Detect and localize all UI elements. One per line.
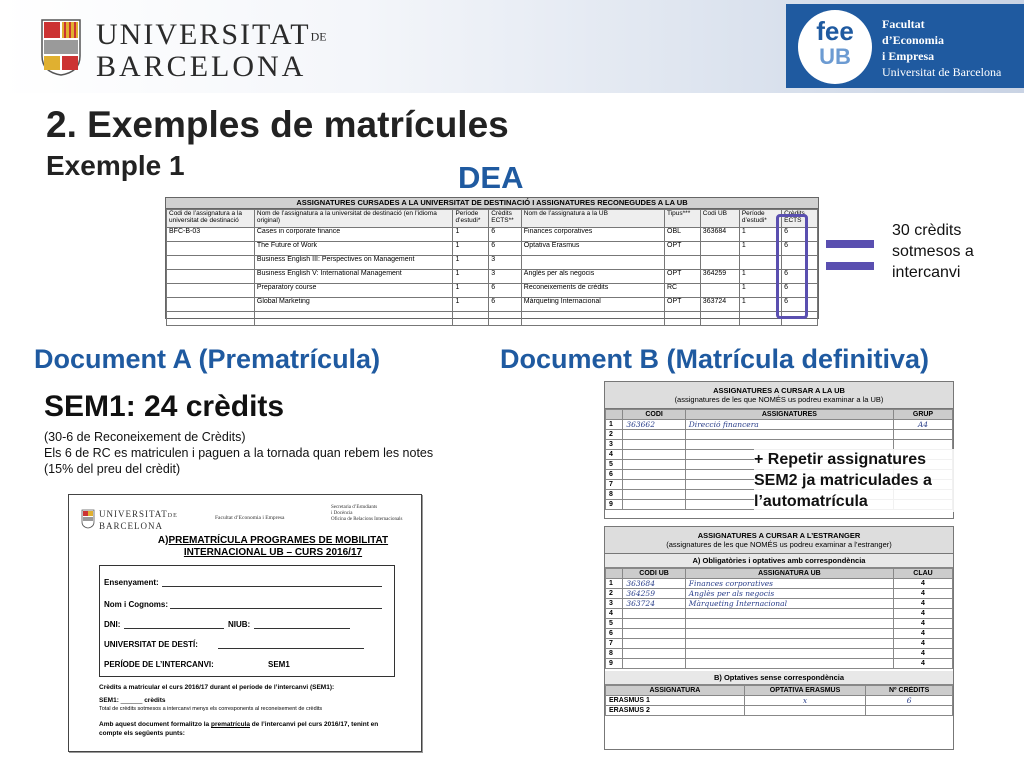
- estranger-table-cell: [685, 619, 893, 629]
- credits-note-line: sotmesos a: [892, 243, 974, 260]
- ub-header-row: [606, 410, 953, 420]
- slide-title: 2. Exemples de matrícules: [46, 104, 509, 145]
- estranger-table-row: [606, 609, 953, 619]
- dea-table-cell: 364259: [700, 270, 739, 284]
- estranger-table-cell: [623, 629, 685, 639]
- ub-header-cell: CODI: [623, 410, 685, 420]
- erasmus-header-cell: OPTATIVA ERASMUS: [744, 686, 865, 696]
- erasmus-table-cell: x: [744, 696, 865, 706]
- dea-table-cell: Reconeixements de crèdits: [521, 284, 664, 298]
- dea-table-cell: Cases in corporate finance: [254, 228, 453, 242]
- dea-table-cell: OPT: [665, 270, 701, 284]
- repetir-note: [754, 449, 984, 512]
- dea-header-cell: Crèdits ECTS**: [489, 210, 522, 228]
- estranger-table-row: [606, 629, 953, 639]
- estranger-table-cell: 8: [606, 649, 623, 659]
- dea-table-row: [167, 228, 818, 242]
- dea-table-cell: 1: [453, 242, 489, 256]
- ub-table-cell: 363662: [623, 420, 685, 430]
- sem1-note: [44, 429, 454, 477]
- faculty-line: Facultat: [882, 17, 925, 31]
- estranger-table-cell: [685, 659, 893, 669]
- estranger-table-cell: [685, 629, 893, 639]
- estranger-table-cell: 9: [606, 659, 623, 669]
- dea-table-cell: Business English III: Perspectives on Management: [254, 256, 453, 270]
- erasmus-table-cell: [866, 706, 953, 716]
- ub-table-row: [606, 440, 953, 450]
- estranger-header-cell: ASSIGNATURA UB: [685, 569, 893, 579]
- ects-column-highlight: [776, 214, 808, 319]
- estranger-header-cell: [606, 569, 623, 579]
- erasmus-table-cell: ERASMUS 2: [606, 706, 745, 716]
- ub-table-cell: A4: [894, 420, 953, 430]
- dea-table-cell: RC: [665, 284, 701, 298]
- dea-table-cell: [521, 256, 664, 270]
- fee-logo-text: fee: [816, 16, 854, 46]
- faculty-line: i Empresa: [882, 49, 935, 63]
- estranger-table-cell: 4: [894, 589, 953, 599]
- sem1-note-line: Els 6 de RC es matriculen i paguen a la tornada quan rebem les notes (15% del preu del crèdit): [44, 446, 434, 476]
- dea-table-cell: Màrqueting Internacional: [521, 298, 664, 312]
- estranger-table-cell: 5: [606, 619, 623, 629]
- estranger-table-header: ASSIGNATURES A CURSAR A L’ESTRANGER (assignatures de les que NOMÉS us podreu examinar a l’estranger): [605, 527, 953, 554]
- ub-table-cell: 8: [606, 490, 623, 500]
- dea-header-cell: Període d’estudi*: [453, 210, 489, 228]
- estranger-table-cell: 4: [894, 599, 953, 609]
- dea-table-cell: 6: [489, 284, 522, 298]
- universitat-label: UNIVERSITAT DE DESTÍ:: [104, 640, 198, 649]
- estranger-table-cell: 4: [894, 659, 953, 669]
- dni-label: DNI:: [104, 620, 121, 629]
- estranger-table-cell: [685, 639, 893, 649]
- ub-logo-line2: BARCELONA: [96, 50, 307, 83]
- estranger-table-row: [606, 659, 953, 669]
- ub-table-cell: 9: [606, 500, 623, 510]
- dea-table-cell: [254, 312, 453, 326]
- estranger-table-row: [606, 619, 953, 629]
- estranger-header-row: [606, 569, 953, 579]
- estranger-table-cell: 4: [894, 629, 953, 639]
- ub-table-cell: [623, 480, 685, 490]
- estranger-table-cell: 4: [894, 619, 953, 629]
- slide-header: [0, 0, 1024, 93]
- estranger-table-cell: 3: [606, 599, 623, 609]
- erasmus-header-row: [606, 686, 953, 696]
- dea-table-cell: Anglès per als negocis: [521, 270, 664, 284]
- ub-table-cell: [685, 440, 893, 450]
- dea-table-cell: OPT: [665, 242, 701, 256]
- repetir-line: l’automatrícula: [754, 493, 868, 510]
- dea-table-cell: [665, 312, 701, 326]
- estranger-table-cell: 4: [894, 579, 953, 589]
- section-b-title: B) Optatives sense correspondència: [605, 671, 953, 685]
- dea-table-cell: 3: [489, 256, 522, 270]
- estranger-table-cell: [685, 649, 893, 659]
- dea-header-cell: Període d’estudi*: [739, 210, 781, 228]
- estranger-header-cell: CODI UB: [623, 569, 685, 579]
- dea-table-cell: 1: [739, 284, 781, 298]
- ensenyament-label: Ensenyament:: [104, 578, 159, 587]
- dea-table-cell: 1: [453, 256, 489, 270]
- ub-header-cell: GRUP: [894, 410, 953, 420]
- ub-table-cell: [685, 430, 893, 440]
- ub-shield-icon: [40, 16, 82, 76]
- dea-table-cell: 1: [739, 242, 781, 256]
- ub-table-cell: 2: [606, 430, 623, 440]
- estranger-table-cell: [623, 619, 685, 629]
- prematricula-faculty: Facultat d’Economia i Empresa: [215, 515, 285, 521]
- estranger-table-cell: Finances corporatives: [685, 579, 893, 589]
- nom-label: Nom i Cognoms:: [104, 600, 168, 609]
- ensenyament-field[interactable]: [162, 586, 382, 587]
- ub-table-cell: 3: [606, 440, 623, 450]
- estranger-table-cell: 4: [894, 609, 953, 619]
- ub-table-cell: 1: [606, 420, 623, 430]
- dea-header-cell: Tipus***: [665, 210, 701, 228]
- erasmus-header-cell: Nº CRÈDITS: [866, 686, 953, 696]
- ub-table-cell: [623, 500, 685, 510]
- dea-table-row: [167, 242, 818, 256]
- estranger-table-cell: Anglès per als negocis: [685, 589, 893, 599]
- dea-table-cell: Optativa Erasmus: [521, 242, 664, 256]
- body-line: Amb aquest document formalitzo la prematrícula de l’intercanvi pel curs 2016/17, tenint en compte els següents punts:: [99, 721, 379, 737]
- dea-table-cell: [700, 256, 739, 270]
- credits-note: [892, 220, 974, 283]
- prematricula-form: [99, 565, 395, 677]
- dea-table-cell: 1: [453, 298, 489, 312]
- dea-table-cell: Business English V: International Management: [254, 270, 453, 284]
- estranger-table-cell: 2: [606, 589, 623, 599]
- estranger-header-cell: CLAU: [894, 569, 953, 579]
- estranger-table-cell: [623, 609, 685, 619]
- dea-table-cell: [167, 284, 255, 298]
- estranger-table-row: [606, 639, 953, 649]
- credits-note-line: intercanvi: [892, 264, 961, 281]
- dea-table-cell: [665, 256, 701, 270]
- document-a-title: Document A (Prematrícula): [34, 344, 381, 374]
- sem1-note-line: (30-6 de Reconeixement de Crèdits): [44, 430, 246, 444]
- dea-table-cell: 363724: [700, 298, 739, 312]
- dea-table-cell: [700, 242, 739, 256]
- estranger-table-cell: [623, 639, 685, 649]
- erasmus-table-grid: [605, 685, 953, 716]
- estranger-table-grid: [605, 568, 953, 669]
- prematricula-secretaria: Secretaria d’Estudiants i Docència Oficina de Relacions Internacionals: [331, 505, 403, 522]
- periode-value: SEM1: [268, 660, 290, 669]
- niub-label: NIUB:: [228, 620, 251, 629]
- dea-table-title: ASSIGNATURES CURSADES A LA UNIVERSITAT DE DESTINACIÓ I ASSIGNATURES RECONEGUDES A LA UB: [166, 198, 818, 209]
- dea-table-cell: 6: [782, 270, 818, 284]
- dea-table-cell: [167, 270, 255, 284]
- dea-table-cell: [700, 312, 739, 326]
- estranger-table-cell: 4: [894, 649, 953, 659]
- dea-table-cell: [167, 256, 255, 270]
- dea-table-row: [167, 256, 818, 270]
- dea-table-cell: [167, 298, 255, 312]
- dea-header-cell: Nom de l’assignatura a la universitat de destinació (en l’idioma original): [254, 210, 453, 228]
- dea-header-cell: Nom de l’assignatura a la UB: [521, 210, 664, 228]
- body-line: Crèdits a matricular el curs 2016/17 durant el període de l’intercanvi (SEM1):: [99, 684, 335, 691]
- universitat-field[interactable]: [218, 648, 364, 649]
- ub-table-header: ASSIGNATURES A CURSAR A LA UB (assignatures de les que NOMÉS us podreu examinar a la UB): [605, 382, 953, 409]
- estranger-table-cell: [623, 659, 685, 669]
- dea-table-cell: Global Marketing: [254, 298, 453, 312]
- dea-table-cell: 1: [453, 284, 489, 298]
- fee-ub-circle: [798, 10, 872, 84]
- estranger-table-cell: 363724: [623, 599, 685, 609]
- repetir-line: + Repetir assignatures: [754, 451, 927, 468]
- section-a-title: A) Obligatòries i optatives amb correspondència: [605, 554, 953, 568]
- ub-table-cell: [623, 430, 685, 440]
- dea-table-cell: [489, 312, 522, 326]
- estranger-table-cell: 363684: [623, 579, 685, 589]
- estranger-table-row: [606, 599, 953, 609]
- repetir-line: SEM2 ja matriculades a: [754, 472, 932, 489]
- estranger-table-row: [606, 589, 953, 599]
- ub-header-cell: [606, 410, 623, 420]
- dea-table-cell: The Future of Work: [254, 242, 453, 256]
- ub-header-cell: ASSIGNATURES: [685, 410, 893, 420]
- ub-table-cell: [623, 440, 685, 450]
- ub-table-cell: [894, 440, 953, 450]
- faculty-line: d’Economia: [882, 33, 945, 47]
- estranger-table-cell: [685, 609, 893, 619]
- dea-table-cell: 1: [739, 270, 781, 284]
- erasmus-header-cell: ASSIGNATURA: [606, 686, 745, 696]
- dea-table: [165, 197, 819, 319]
- dea-table-cell: [521, 312, 664, 326]
- dea-header-cell: Crèdits ECTS: [782, 210, 818, 228]
- equals-icon: [826, 240, 874, 270]
- estranger-table-cell: 7: [606, 639, 623, 649]
- ub-table-cell: [623, 450, 685, 460]
- erasmus-table-row: [606, 706, 953, 716]
- ub-table-cell: 5: [606, 460, 623, 470]
- dea-table-cell: 6: [782, 228, 818, 242]
- dea-table-cell: [167, 312, 255, 326]
- dea-table-cell: [700, 284, 739, 298]
- dea-table-cell: 1: [453, 270, 489, 284]
- erasmus-table-cell: ERASMUS 1: [606, 696, 745, 706]
- slide-subtitle: Exemple 1: [46, 150, 185, 181]
- prematricula-title: A)PREMATRÍCULA PROGRAMES DE MOBILITAT INTERNACIONAL UB – CURS 2016/17: [157, 535, 389, 558]
- dea-table-cell: 363684: [700, 228, 739, 242]
- dea-table-cell: 1: [739, 228, 781, 242]
- dni-field[interactable]: [124, 628, 224, 629]
- dea-table-row: [167, 298, 818, 312]
- ub-table-cell: Direcció financera: [685, 420, 893, 430]
- prematricula-document: [68, 494, 422, 752]
- ub-table-cell: 4: [606, 450, 623, 460]
- nom-field[interactable]: [170, 608, 382, 609]
- estranger-table-row: [606, 579, 953, 589]
- fee-logo-ub: UB: [819, 44, 851, 69]
- dea-table-cell: 1: [453, 228, 489, 242]
- ub-logo: [40, 14, 327, 83]
- dea-table-row: [167, 312, 818, 326]
- dea-table-cell: 6: [782, 284, 818, 298]
- dea-table-cell: [167, 242, 255, 256]
- dea-table-cell: 6: [489, 228, 522, 242]
- faculty-line: Universitat de Barcelona: [882, 65, 1002, 79]
- prematricula-ub-logo: UNIVERSITATDE BARCELONA: [99, 509, 178, 531]
- sem1-credits: SEM1: 24 crèdits: [44, 390, 285, 423]
- estranger-table-cell: 4: [606, 609, 623, 619]
- faculty-name: [882, 16, 1001, 80]
- dea-table-row: [167, 270, 818, 284]
- ub-table-cell: [623, 490, 685, 500]
- dea-table-cell: 6: [489, 298, 522, 312]
- periode-label: PERÍODE DE L’INTERCANVI:: [104, 660, 214, 669]
- dea-label: DEA: [458, 160, 524, 195]
- document-b-title: Document B (Matrícula definitiva): [500, 344, 930, 374]
- ub-table-cell: [894, 430, 953, 440]
- dea-header-cell: Codi UB: [700, 210, 739, 228]
- dea-table-cell: Preparatory course: [254, 284, 453, 298]
- dea-table-cell: 6: [489, 242, 522, 256]
- dea-header-row: [167, 210, 818, 228]
- dea-table-cell: 6: [782, 298, 818, 312]
- erasmus-table-cell: 6: [866, 696, 953, 706]
- ub-table-cell: 7: [606, 480, 623, 490]
- dea-table-row: [167, 284, 818, 298]
- dea-table-cell: OBL: [665, 228, 701, 242]
- estranger-table-row: [606, 649, 953, 659]
- credits-note-line: 30 crèdits: [892, 222, 962, 239]
- ub-table-row: [606, 420, 953, 430]
- ub-logo-line1: UNIVERSITATDE: [96, 18, 327, 51]
- dea-table-cell: Finances corporatives: [521, 228, 664, 242]
- erasmus-table-cell: [744, 706, 865, 716]
- body-line: Total de crèdits sotmesos a intercanvi menys els corresponents al reconeixement de crèdits: [99, 706, 323, 712]
- erasmus-table-row: [606, 696, 953, 706]
- estranger-table-cell: 364259: [623, 589, 685, 599]
- estranger-table-cell: 1: [606, 579, 623, 589]
- ub-shield-icon: [81, 509, 95, 529]
- ub-table-cell: [623, 470, 685, 480]
- estranger-table-cell: [623, 649, 685, 659]
- estranger-table-cell: 4: [894, 639, 953, 649]
- ub-table-cell: [623, 460, 685, 470]
- dea-table-cell: [453, 312, 489, 326]
- dea-table-cell: 3: [489, 270, 522, 284]
- dea-table-grid: [166, 209, 818, 326]
- dea-table-cell: 6: [782, 242, 818, 256]
- ub-table-row: [606, 430, 953, 440]
- estranger-table-cell: Màrqueting Internacional: [685, 599, 893, 609]
- dea-table-cell: OPT: [665, 298, 701, 312]
- niub-field[interactable]: [254, 628, 350, 629]
- document-b-estranger-table: [604, 526, 954, 750]
- dea-table-cell: BFC-B-03: [167, 228, 255, 242]
- fee-ub-logo: [786, 4, 1024, 88]
- prematricula-body: Crèdits a matricular el curs 2016/17 durant el període de l’intercanvi (SEM1): SEM1: ______ crèdits Total de crèdits sotmesos a intercanvi menys els corresponents al reconeixement de crèdits Amb aquest document formalitzo la prematrícula de l’intercanvi pel curs 2016/17, tenint en compte els següents punts:: [99, 683, 399, 738]
- dea-table-cell: 1: [739, 298, 781, 312]
- ub-table-cell: 6: [606, 470, 623, 480]
- dea-header-cell: Codi de l’assignatura a la universitat de destinació: [167, 210, 255, 228]
- estranger-table-cell: 6: [606, 629, 623, 639]
